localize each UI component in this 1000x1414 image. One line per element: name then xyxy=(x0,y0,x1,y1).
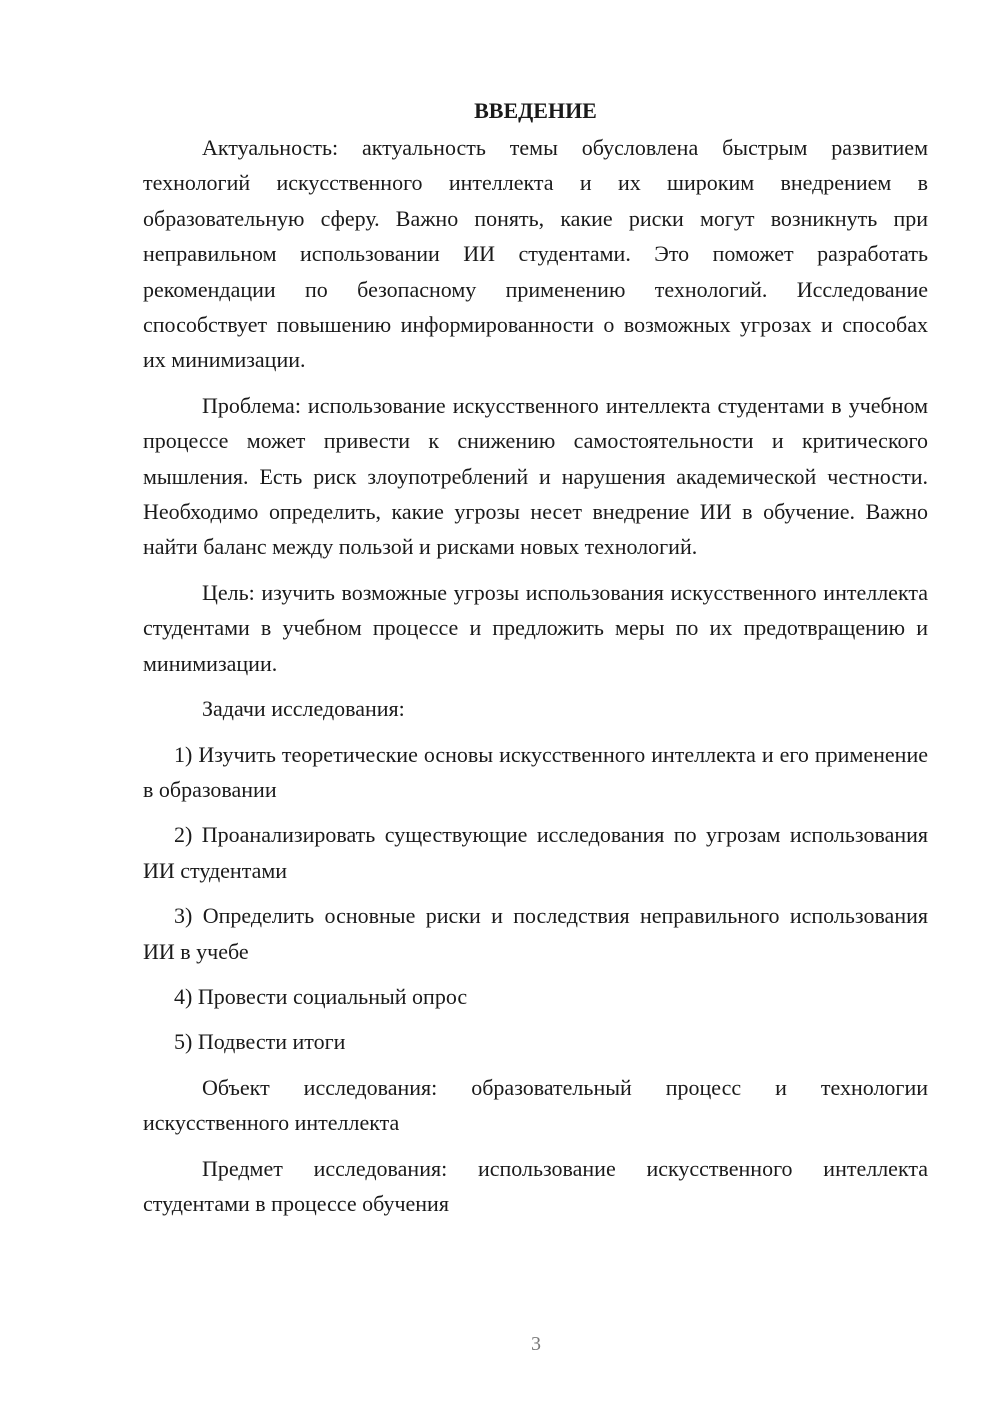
paragraph-goal: Цель: изучить возможные угрозы использования искусственного интеллекта студентами в учебном процессе и предложить меры по их предотвращению и минимизации. xyxy=(143,579,928,676)
list-item: 1) Изучить теоретические основы искусственного интеллекта и его применение в образовании xyxy=(143,741,928,802)
list-item: 2) Проанализировать существующие исследования по угрозам использования ИИ студентами xyxy=(143,822,928,883)
paragraph-object: Объект исследования: образовательный процесс и технологии искусственного интеллекта xyxy=(143,1074,928,1136)
tasks-list xyxy=(143,737,928,1060)
page-number: 3 xyxy=(531,1333,541,1355)
paragraph-problem: Проблема: использование искусственного интеллекта студентами в учебном процессе может привести к снижению самостоятельности и критического мышления. Есть риск злоупотреблений и нарушения академической честности. Необходимо определить, какие угрозы несет внедрение ИИ в обучение. Важно найти баланс между пользой и рисками новых технологий. xyxy=(143,392,928,560)
page-content xyxy=(143,96,928,1231)
paragraph-subject: Предмет исследования: использование искусственного интеллекта студентами в процессе обучения xyxy=(143,1155,928,1216)
page-title: ВВЕДЕНИЕ xyxy=(474,98,597,123)
paragraph-relevance: Актуальность: актуальность темы обусловлена быстрым развитием технологий искусственного интеллекта и их широким внедрением в образовательную сферу. Важно понять, какие риски могут возникнуть при неправильном использовании ИИ студентами. Это поможет разработать рекомендации по безопасному применению технологий. Исследование способствует повышению информированности о возможных угрозах и способах их минимизации. xyxy=(143,135,928,373)
list-item: 5) Подвести итоги xyxy=(174,1029,346,1055)
list-item: 4) Провести социальный опрос xyxy=(174,983,468,1009)
tasks-heading: Задачи исследования: xyxy=(202,696,405,722)
list-item: 3) Определить основные риски и последствия неправильного использования ИИ в учебе xyxy=(143,903,928,964)
